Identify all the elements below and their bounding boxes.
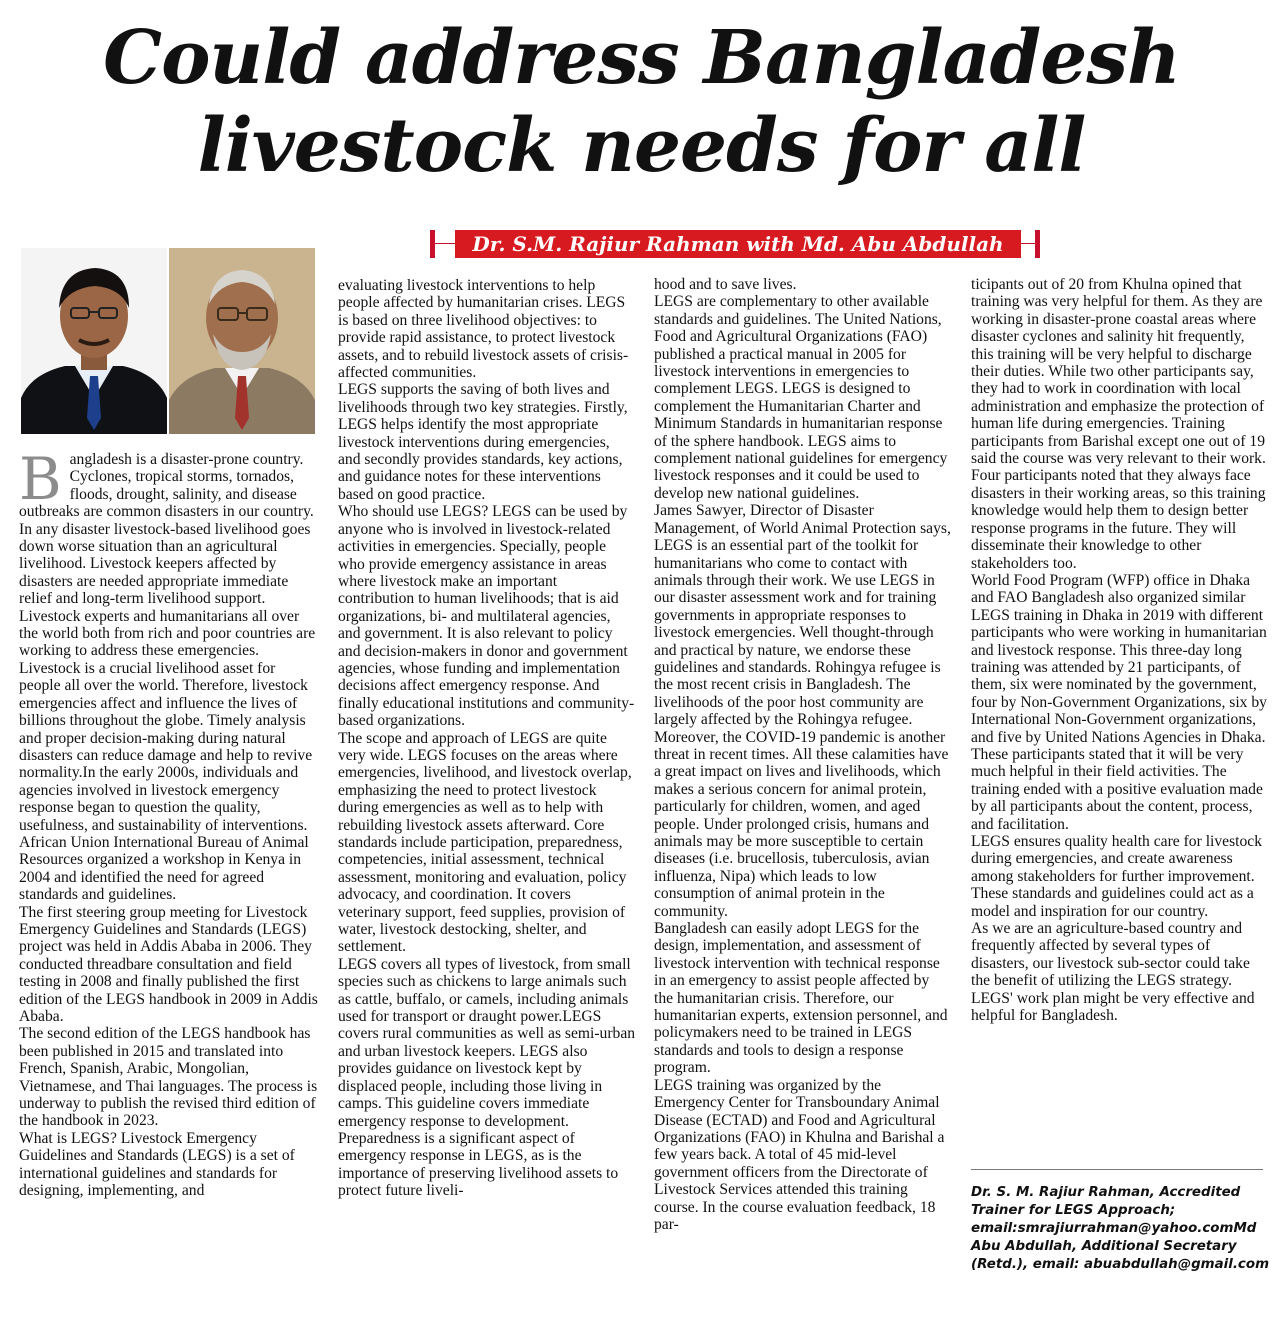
headline-line-1: Could address Bangladesh	[103, 15, 1180, 101]
byline-bar	[430, 230, 1040, 258]
paragraph: The first steering group meeting for Livestock Emergency Guidelines and Standards (LEGS) project was held in Addis Ababa in 2006. They conducted threadbare consultation and field testing in 2008 and finally published the first edition of the LEGS handbook in 2009 in Addis Ababa.	[19, 903, 318, 1025]
author-photo-1	[21, 248, 167, 434]
author-photo-2	[169, 248, 315, 434]
author-note: Dr. S. M. Rajiur Rahman, Accredited Trainer for LEGS Approach; email:smrajiurrahman@yahoo.comMd Abu Abdullah, Additional Secretary (Retd.), email: abuabdullah@gmail.com	[971, 1185, 1270, 1272]
paragraph: What is LEGS? Livestock Emergency Guidelines and Standards (LEGS) is a set of international guidelines and standards for designing, implementing, and	[19, 1129, 295, 1200]
paragraph: LEGS are complementary to other available standards and guidelines. The United Nations, Food and Agricultural Organizations (FAO) published a practical manual in 2005 for livestock interventions in emergencies to complement LEGS. LEGS is designed to complement the Humanitarian Charter and Minimum Standards in humanitarian response of the sphere handbook. LEGS aims to complement national guidelines for emergency livestock responses and it could be used to develop new national guidelines.	[654, 293, 948, 502]
byline: Dr. S.M. Rajiur Rahman with Md. Abu Abdullah	[455, 230, 1021, 258]
paragraph: As we are an agriculture-based country and frequently affected by several types of disasters, our livestock sub-sector could take the benefit of utilizing the LEGS strategy. LEGS' work plan might be very effective and helpful for Bangladesh.	[971, 920, 1255, 1025]
paragraph: hood and to save lives.	[654, 276, 797, 293]
paragraph: The scope and approach of LEGS are quite very wide. LEGS focuses on the areas where emergencies, livelihood, and livestock overlap, emphasizing the need to protect livestock during emergencies as well as to help with rebuilding livestock assets afterward. Core standards include participation, preparedness, competencies, initial assessment, technical assessment, monitoring and evaluation, policy advocacy, and coordination. It covers veterinary support, feed supplies, provision of water, livestock destocking, shelter, and settlement.	[338, 729, 632, 956]
drop-cap: B	[19, 445, 62, 513]
paragraph: James Sawyer, Director of Disaster Management, of World Animal Protection says, LEGS is an essential part of the toolkit for humanitarians who come to contact with animals through their work. We use LEGS in our disaster assessment work and for training governments in appropriate responses to livestock emergencies. Well thought-through and practical by nature, we endorse these guidelines and standards. Rohingya refugee is the most recent crisis in Bangladesh. The livelihoods of the poor host community are largely affected by the Rohingya refugee. Moreover, the COVID-19 pandemic is another threat in recent times. All these calamities have a great impact on lives and livelihoods, which makes a serious concern for animal protein, particularly for children, women, and aged people. Under prolonged crisis, humans and animals may be more susceptible to certain diseases (i.e. brucellosis, tuberculosis, avian influenza, Nipa) which leads to low consumption of animal protein in the community.	[654, 502, 951, 920]
author-portrait-2-image	[169, 248, 315, 434]
paragraph: LEGS training was organized by the Emergency Center for Transboundary Animal Disease (ECTAD) and Food and Agricultural Organizations (FAO) in Khulna and Barishal a few years back. A total of 45 mid-level government officers from the Directorate of Livestock Services attended this training course. In the course evaluation feedback, 18 par-	[654, 1076, 945, 1233]
paragraph: ticipants out of 20 from Khulna opined that training was very helpful for them. As they are working in disaster-prone coastal areas where disaster cyclones and salinity hit frequently, this training will be very helpful to discharge their duties. While two other participants say, they had to work in coordination with local administration and emphasize the protection of human life during emergencies. Training participants from Barishal except one out of 19 said the course was very relevant to their work. Four participants noted that they always face disasters in their working areas, so this training knowledge would help them to design better response programs in the future. They will disseminate their knowledge to other stakeholders too.	[971, 276, 1266, 572]
paragraph: LEGS covers all types of livestock, from small species such as chickens to large animals such as cattle, buffalo, or camels, including animals used for transport or draught power.LEGS covers rural communities as well as semi-urban and urban livestock keepers. LEGS also provides guidance on livestock kept by displaced people, including those living in camps. This guideline covers immediate emergency response to development. Preparedness is a significant aspect of emergency response in LEGS, as is the importance of preserving livelihood assets to protect future liveli-	[338, 955, 636, 1200]
paragraph: LEGS supports the saving of both lives and livelihoods through two key strategies. Firstly, LEGS helps identify the most appropriate livestock interventions during emergencies, and secondly provides standards, key actions, and guidance notes for these interventions based on good practice.	[338, 381, 628, 503]
paragraph: Livestock experts and humanitarians all over the world both from rich and poor countries are working to address these emergencies. Livestock is a crucial livelihood asset for people all over the world. Therefore, livestock emergencies affect and influence the lives of billions throughout the globe. Timely analysis and proper decision-making during natural disasters can reduce damage and help to revive normality.In the early 2000s, individuals and agencies involved in livestock emergency response began to question the quality, usefulness, and sustainability of interventions. African Union International Bureau of Animal Resources organized a workshop in Kenya in 2004 and identified the need for agreed standards and guidelines.	[19, 607, 316, 904]
paragraph: Who should use LEGS? LEGS can be used by anyone who is involved in livestock-related activities in emergencies. Specially, people who provide emergency assistance in areas where livestock make an important contribution to human livelihoods; that is aid organizations, bi- and multilateral agencies, and government. It is also relevant to policy and decision-makers in donor and government agencies, whose funding and implementation decisions affect emergency response. And finally educational institutions and community-based organizations.	[338, 503, 635, 730]
article-column-2	[338, 277, 636, 1200]
paragraph: World Food Program (WFP) office in Dhaka and FAO Bangladesh also organized similar LEGS training in Dhaka in 2019 with different participants who were working in humanitarian and livestock response. This three-day long training was attended by 21 participants, of them, six were nominated by the government, four by Non-Government Organizations, six by International Non-Government organizations, and five by United Nations Agencies in Dhaka. These participants stated that it will be very much helpful in their field activities. The training ended with a positive evaluation made by all participants about the content, process, and facilitation.	[971, 571, 1267, 833]
paragraph: The second edition of the LEGS handbook has been published in 2015 and translated into French, Spanish, Arabic, Mongolian, Vietnamese, and Thai languages. The process is underway to publish the revised third edition of the handbook in 2023.	[19, 1025, 318, 1130]
headline	[0, 14, 1283, 190]
author-portrait-1-image	[21, 248, 167, 434]
paragraph	[19, 445, 319, 608]
headline-line-2: livestock needs for all	[197, 103, 1086, 189]
paragraph: evaluating livestock interventions to help people affected by humanitarian crises. LEGS is based on three livelihood objectives: to provide rapid assistance, to protect livestock assets, and to rebuild livestock assets of crisis-affected communities.	[338, 277, 629, 382]
paragraph: LEGS ensures quality health care for livestock during emergencies, and create awareness among stakeholders for further improvement. These standards and guidelines could act as a model and inspiration for our country.	[971, 833, 1262, 920]
author-note-divider	[971, 1169, 1263, 1170]
paragraph-text: angladesh is a disaster-prone country. Cyclones, tropical storms, tornados, floods, drought, salinity, and disease outbreaks are common disasters in our country. In any disaster livestock-based livelihood goes down worse situation than an agricultural livelihood. Livestock keepers affected by disasters are needed appropriate immediate relief and long-term livelihood support.	[19, 451, 314, 608]
article-column-1	[19, 445, 319, 1200]
paragraph: Bangladesh can easily adopt LEGS for the design, implementation, and assessment of livestock intervention with technical response in an emergency to assist people affected by the humanitarian crisis. Therefore, our humanitarian experts, extension personnel, and policymakers need to be trained in LEGS standards and tools to design a response program.	[654, 920, 948, 1077]
article-column-4	[971, 276, 1269, 1024]
article-column-3	[654, 276, 952, 1233]
